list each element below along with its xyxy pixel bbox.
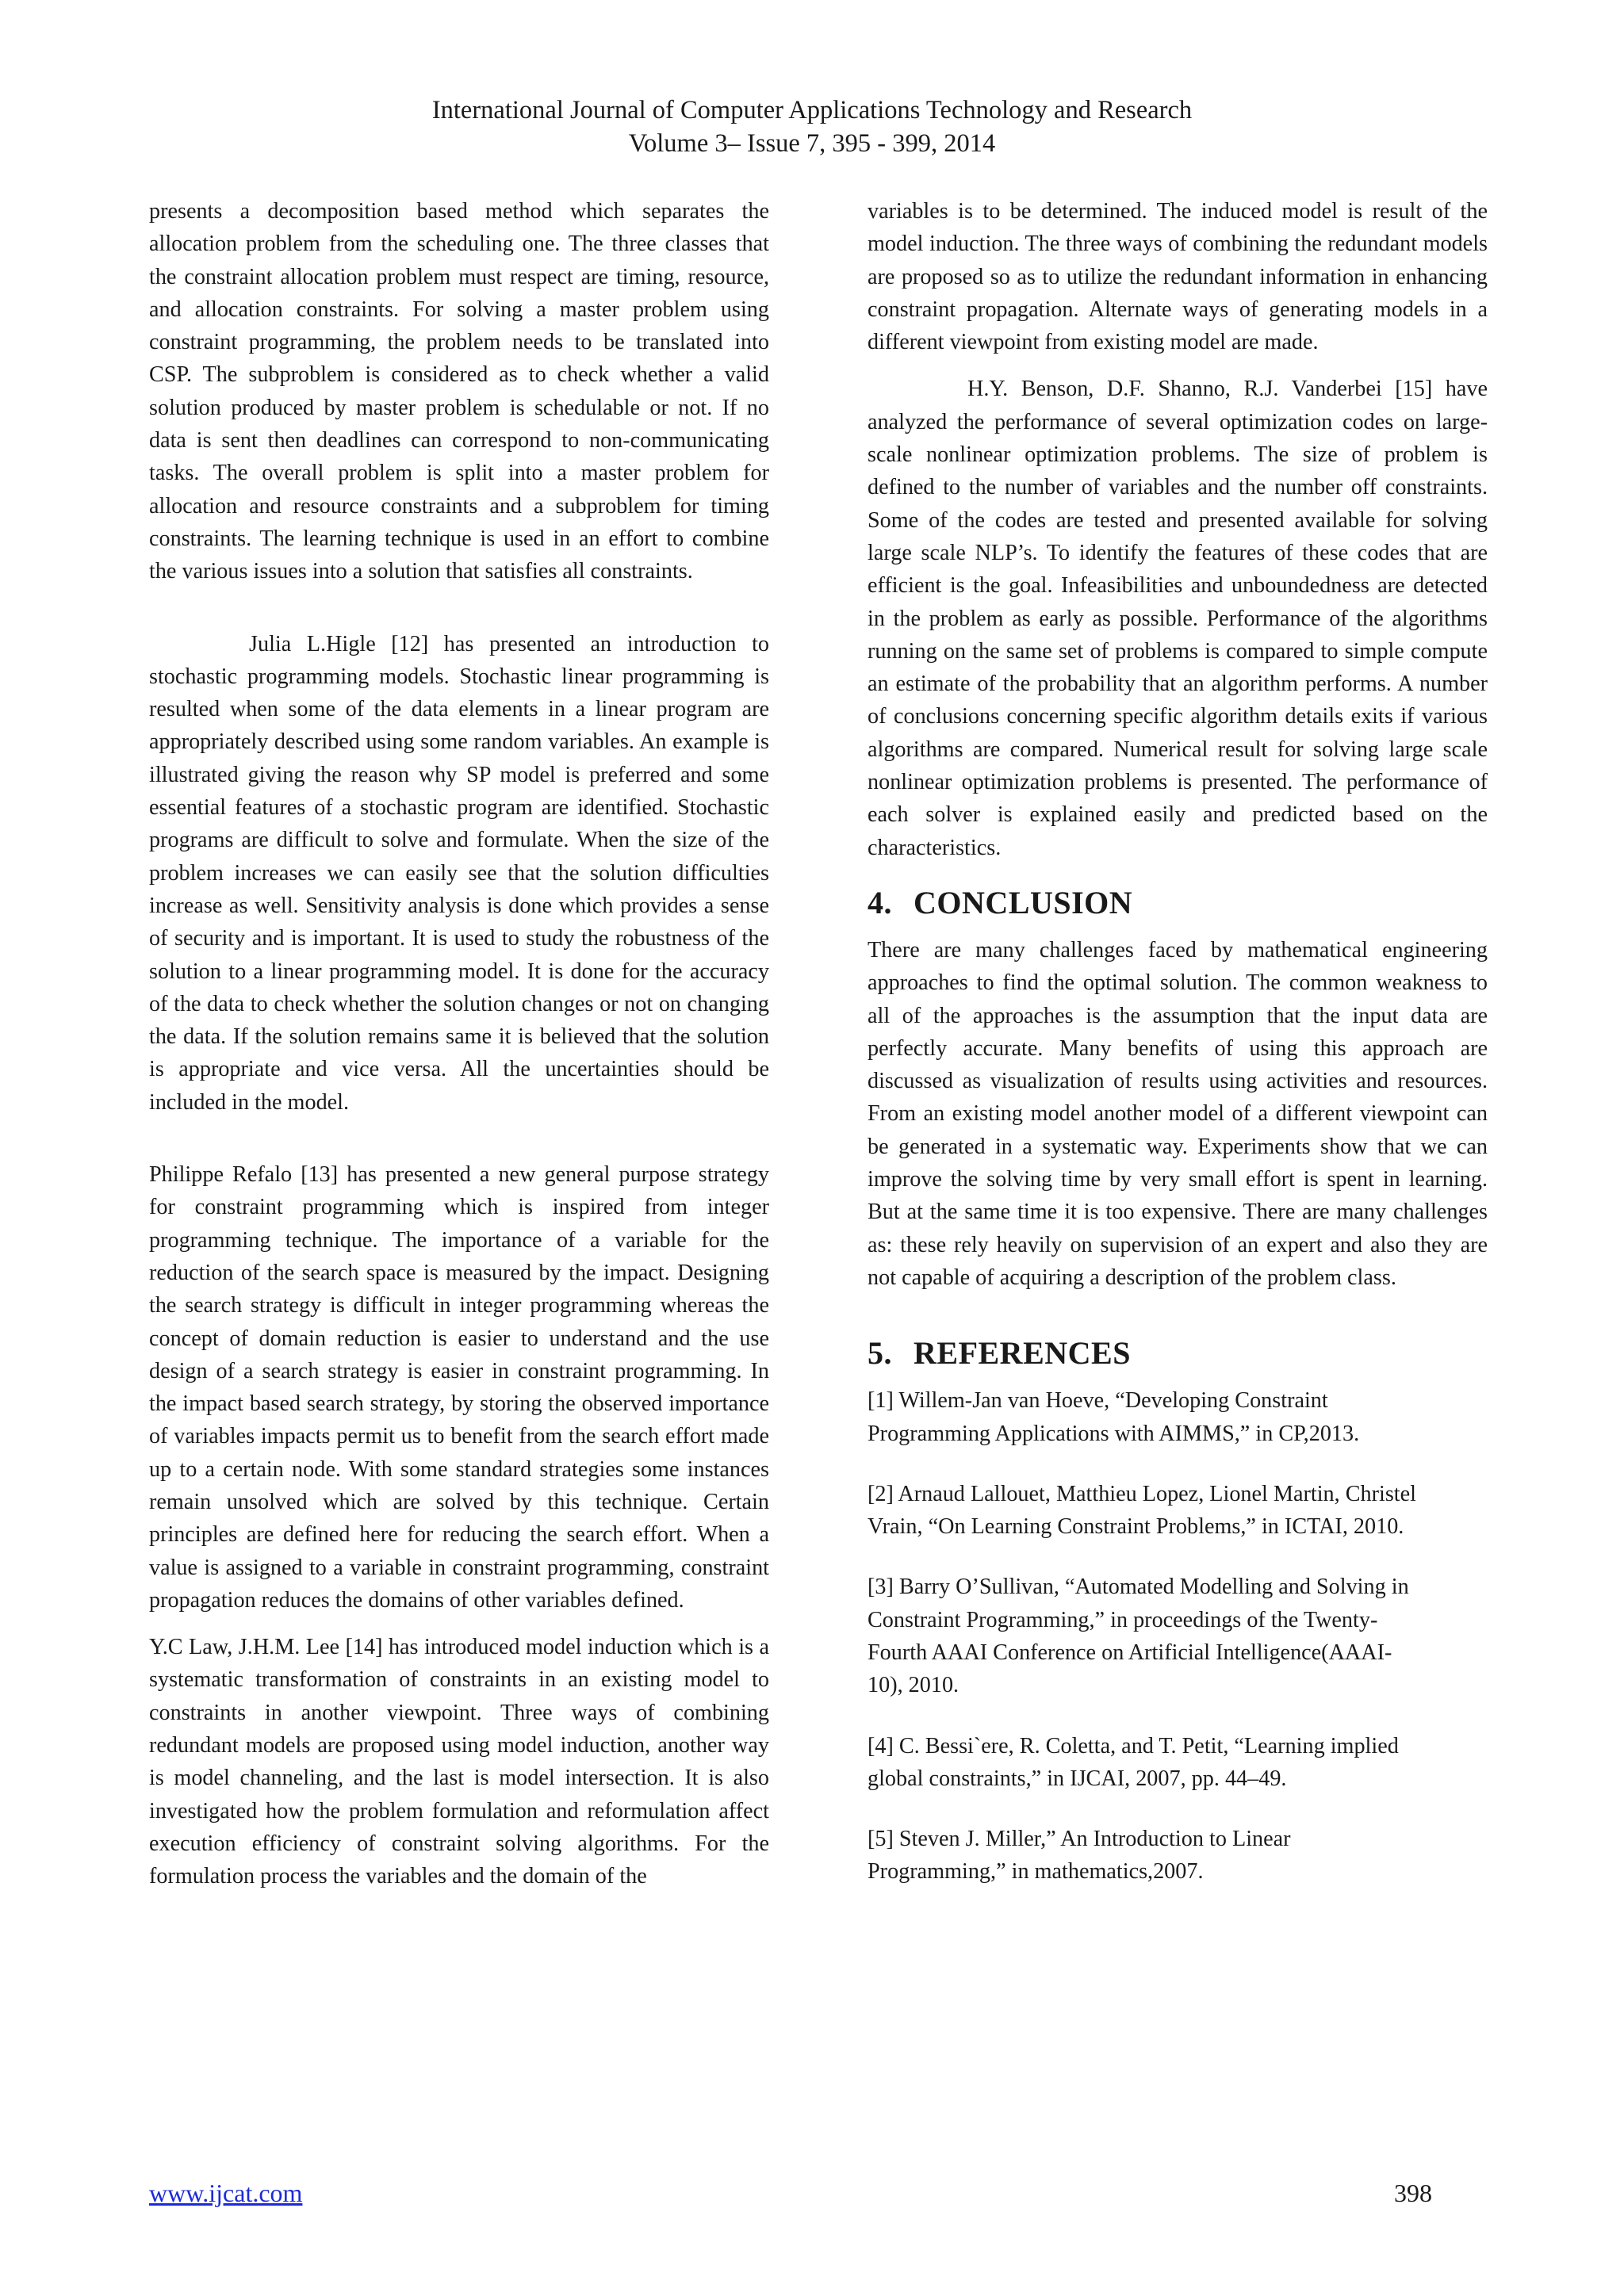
references-list: [868, 1384, 1488, 1888]
reference-line: Constraint Programming,” in proceedings of the Twenty-: [868, 1607, 1378, 1632]
reference-line: [5] Steven J. Miller,” An Introduction to Linear: [868, 1827, 1291, 1852]
reference-line: Fourth AAAI Conference on Artificial Intelligence(AAAI-: [868, 1640, 1392, 1665]
journal-header: [0, 94, 1624, 160]
reference-line: [1] Willem-Jan van Hoeve, “Developing Constraint: [868, 1388, 1328, 1414]
paragraph-benson: H.Y. Benson, D.F. Shanno, R.J. Vanderbei [15] have analyzed the performance of several optimization codes on large-scale nonlinear optimization problems. The size of problem is defined to the number of variables and the number off constraints. Some of the codes are tested and presented available for solving large scale NLP’s. To identify the features of these codes that are efficient is the goal. Infeasibilities and unboundedness are detected in the problem as early as possible. Performance of the algorithms running on the same set of problems is compared to simple compute an estimate of the probability that an algorithm performs. A number of conclusions concerning specific algorithm details exits if various algorithms are compared. Numerical result for solving large scale nonlinear optimization problems is presented. The performance of each solver is explained easily and predicted based on the characteristics.: [868, 377, 1488, 860]
conclusion-title: CONCLUSION: [914, 884, 1133, 920]
reference-item: [868, 1823, 1488, 1888]
reference-line: [3] Barry O’Sullivan, “Automated Modelling and Solving in: [868, 1575, 1409, 1600]
journal-title: International Journal of Computer Applications Technology and Research: [431, 96, 1193, 124]
right-column: [868, 195, 1488, 1888]
references-title: REFERENCES: [914, 1335, 1131, 1372]
journal-volume: Volume 3– Issue 7, 395 - 399, 2014: [628, 129, 996, 158]
reference-line: Programming,” in mathematics,2007.: [868, 1859, 1204, 1885]
references-heading: [868, 1334, 1488, 1373]
conclusion-heading: [868, 883, 1488, 923]
paragraph-conclusion: There are many challenges faced by mathematical engineering approaches to find the optimal solution. The common weakness to all of the approaches is the assumption that the input data are perfectly accurate. Many benefits of using this approach are discussed as visualization of results using activities and resources. From an existing model another model of a different viewpoint can be generated in a systematic way. Experiments show that we can improve the solving time by very small effort is spent in learning. But at the same time it is too expensive. There are many challenges as: these rely heavily on supervision of an expert and also they are not capable of acquiring a description of the problem class.: [868, 937, 1488, 1290]
reference-line: Programming Applications with AIMMS,” in CP,2013.: [868, 1421, 1360, 1446]
reference-line: Vrain, “On Learning Constraint Problems,” in ICTAI, 2010.: [868, 1514, 1404, 1540]
reference-line: [4] C. Bessi`ere, R. Coletta, and T. Petit, “Learning implied: [868, 1733, 1399, 1758]
paragraph-decomposition: presents a decomposition based method which separates the allocation problem from the scheduling one. The three classes that the constraint allocation problem must respect are timing, resource, and allocation constraints. For solving a master problem using constraint programming, the problem needs to be translated into CSP. The subproblem is considered as to check whether a valid solution produced by master problem is schedulable or not. If no data is sent then deadlines can correspond to non-communicating tasks. The overall problem is split into a master problem for allocation and resource constraints and a subproblem for timing constraints. The learning technique is used in an effort to combine the various issues into a solution that satisfies all constraints.: [149, 199, 769, 584]
reference-item: [868, 1730, 1488, 1796]
conclusion-number: 4.: [868, 884, 892, 920]
footer-website-link[interactable]: www.ijcat.com: [149, 2179, 303, 2207]
left-column: [149, 195, 769, 1893]
reference-item: [868, 1384, 1488, 1450]
paragraph-higle: Julia L.Higle [12] has presented an introduction to stochastic programming models. Stochastic linear programming is resulted when some of the data elements in a linear program are appropriately described using some random variables. An example is illustrated giving the reason why SP model is preferred and some essential features of a stochastic program are identified. Stochastic programs are difficult to solve and formulate. When the size of the problem increases we can easily see that the solution difficulties increase as well. Sensitivity analysis is done which provides a sense of security and is important. It is used to study the robustness of the solution to a linear programming model. It is done for the accuracy of the data to check whether the solution changes or not on changing the data. If the solution remains same it is believed that the solution is appropriate and vice versa. All the uncertainties should be included in the model.: [149, 631, 769, 1115]
reference-item: [868, 1478, 1488, 1544]
reference-line: global constraints,” in IJCAI, 2007, pp. 44–49.: [868, 1766, 1287, 1791]
page-number: 398: [1394, 2179, 1432, 2207]
reference-item: [868, 1571, 1488, 1701]
references-number: 5.: [868, 1335, 892, 1372]
paragraph-induced-model: variables is to be determined. The induced model is result of the model induction. The three ways of combining the redundant models are proposed so as to utilize the redundant information in enhancing constraint propagation. Alternate ways of generating models in a different viewpoint from existing model are made.: [868, 199, 1488, 355]
reference-line: [2] Arnaud Lallouet, Matthieu Lopez, Lionel Martin, Christel: [868, 1481, 1416, 1506]
paragraph-law-lee: Y.C Law, J.H.M. Lee [14] has introduced model induction which is a systematic transformation of constraints in an existing model to constraints in another viewpoint. Three ways of combining redundant models are proposed using model induction, another way is model channeling, and the last is model intersection. It is also investigated how the problem formulation and reformulation affect execution efficiency of constraint solving algorithms. For the formulation process the variables and the domain of the: [149, 1635, 769, 1889]
reference-line: 10), 2010.: [868, 1673, 959, 1698]
paragraph-refalo: Philippe Refalo [13] has presented a new general purpose strategy for constraint programming which is inspired from integer programming technique. The importance of a variable for the reduction of the search space is measured by the impact. Designing the search strategy is difficult in integer programming whereas the concept of domain reduction is easier to understand and the use design of a search strategy is easier in constraint programming. In the impact based search strategy, by storing the observed importance of variables impacts permit us to benefit from the search effort made up to a certain node. With some standard strategies some instances remain unsolved which are solved by this technique. Certain principles are defined here for reducing the search effort. When a value is assigned to a variable in constraint programming, constraint propagation reduces the domains of other variables defined.: [149, 1162, 769, 1613]
